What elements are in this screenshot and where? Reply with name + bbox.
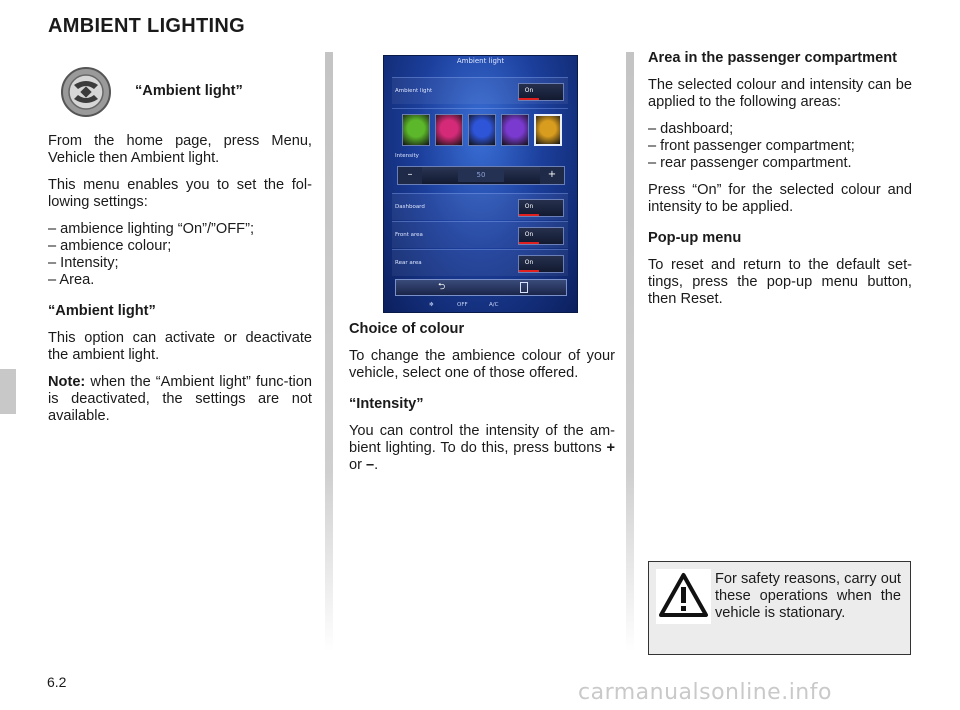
left-column (48, 133, 312, 435)
fan-off-label: OFF (457, 302, 468, 308)
ambient-light-paragraph: This option can activate or deactivate the ambient light. (48, 330, 312, 363)
colour-swatch-purple[interactable] (501, 114, 529, 146)
dashboard-toggle[interactable] (518, 199, 564, 217)
rear-area-toggle[interactable] (518, 255, 564, 273)
ambient-light-heading: “Ambient light” (48, 303, 156, 319)
list-item: – Area. (48, 272, 95, 288)
colour-swatches (392, 108, 568, 149)
section-tab-marker (0, 369, 16, 414)
warning-text: For safety reasons, carry out these operations when the vehicle is stationary. (715, 571, 901, 621)
note-paragraph (48, 374, 312, 425)
period: . (374, 457, 379, 473)
areas-list (648, 121, 912, 172)
front-area-toggle[interactable] (518, 227, 564, 245)
intensity-value: 50 (458, 169, 504, 182)
page-title: AMBIENT LIGHTING (48, 15, 246, 37)
list-item: – front passenger compartment; (648, 138, 855, 154)
front-area-label: Front area (395, 232, 423, 238)
toggle-on-state: On (519, 84, 539, 100)
toggle-on-state: On (519, 200, 539, 216)
column-divider-right (626, 52, 634, 652)
back-arrow-icon[interactable]: ⮌ (438, 282, 446, 292)
colour-swatch-amber[interactable] (534, 114, 562, 146)
plus-glyph: + (606, 440, 616, 456)
ambient-light-row[interactable] (392, 77, 568, 104)
climate-status-bar (383, 298, 578, 313)
dashboard-label: Dashboard (395, 204, 425, 210)
page-number: 6.2 (47, 674, 67, 690)
icon-caption: “Ambient light” (135, 83, 243, 99)
note-label: Note: (48, 374, 86, 390)
note-text: when the “Ambient light” func-tion is deactivated, the settings are not available. (48, 374, 312, 424)
safety-warning-box (648, 561, 911, 655)
colour-swatch-green[interactable] (402, 114, 430, 146)
menu-paragraph: This menu enables you to set the fol-lowing settings: (48, 177, 312, 210)
dashboard-row[interactable] (392, 193, 568, 220)
right-column (648, 50, 912, 318)
watermark: carmanualsonline.info (578, 680, 832, 705)
screen-bottom-bar (395, 279, 567, 296)
intensity-label: Intensity (395, 153, 419, 159)
settings-list (48, 221, 312, 289)
intensity-minus-button[interactable]: – (398, 167, 422, 184)
front-area-row[interactable] (392, 221, 568, 248)
list-item: – Intensity; (48, 255, 119, 271)
list-item: – ambience colour; (48, 238, 172, 254)
intensity-text: You can control the intensity of the am-bient lighting. To do this, press buttons (349, 423, 615, 456)
colour-heading: Choice of colour (349, 321, 465, 337)
fan-icon: ✻ (429, 302, 434, 308)
minus-glyph: – (366, 457, 375, 473)
area-heading: Area in the passenger compartment (648, 50, 897, 66)
colour-paragraph: To change the ambience colour of your vehicle, select one of those offered. (349, 348, 615, 381)
list-item: – ambience lighting “On”/”OFF”; (48, 221, 255, 237)
intensity-heading: “Intensity” (349, 396, 424, 412)
press-on-paragraph: Press “On” for the selected colour and intensity to be applied. (648, 182, 912, 215)
column-divider-left (325, 52, 333, 652)
toggle-on-state: On (519, 256, 539, 272)
ambient-light-control-icon (57, 63, 115, 121)
ambient-light-toggle[interactable] (518, 83, 564, 101)
middle-column (349, 321, 615, 484)
screen-title: Ambient light (456, 57, 505, 65)
multimedia-screen (383, 55, 578, 313)
popup-menu-icon[interactable] (520, 282, 528, 293)
rear-area-row[interactable] (392, 249, 568, 276)
intro-paragraph: From the home page, press Menu, Vehicle then Ambient light. (48, 133, 312, 166)
ambient-light-label: Ambient light (395, 88, 433, 94)
rear-area-label: Rear area (395, 260, 422, 266)
area-paragraph: The selected colour and intensity can be applied to the following areas: (648, 77, 912, 110)
intensity-paragraph (349, 423, 615, 474)
toggle-on-state: On (519, 228, 539, 244)
colour-swatch-blue[interactable] (468, 114, 496, 146)
list-item: – dashboard; (648, 121, 734, 137)
list-item: – rear passenger compartment. (648, 155, 852, 171)
ac-label: A/C (489, 302, 499, 308)
intensity-control (397, 166, 565, 185)
popup-heading: Pop-up menu (648, 230, 742, 246)
warning-triangle-icon (656, 569, 711, 624)
popup-paragraph: To reset and return to the default set-tings, press the pop-up menu button, then Reset. (648, 257, 912, 307)
or-word: or (349, 457, 367, 473)
intensity-plus-button[interactable]: + (540, 167, 564, 184)
colour-swatch-pink[interactable] (435, 114, 463, 146)
